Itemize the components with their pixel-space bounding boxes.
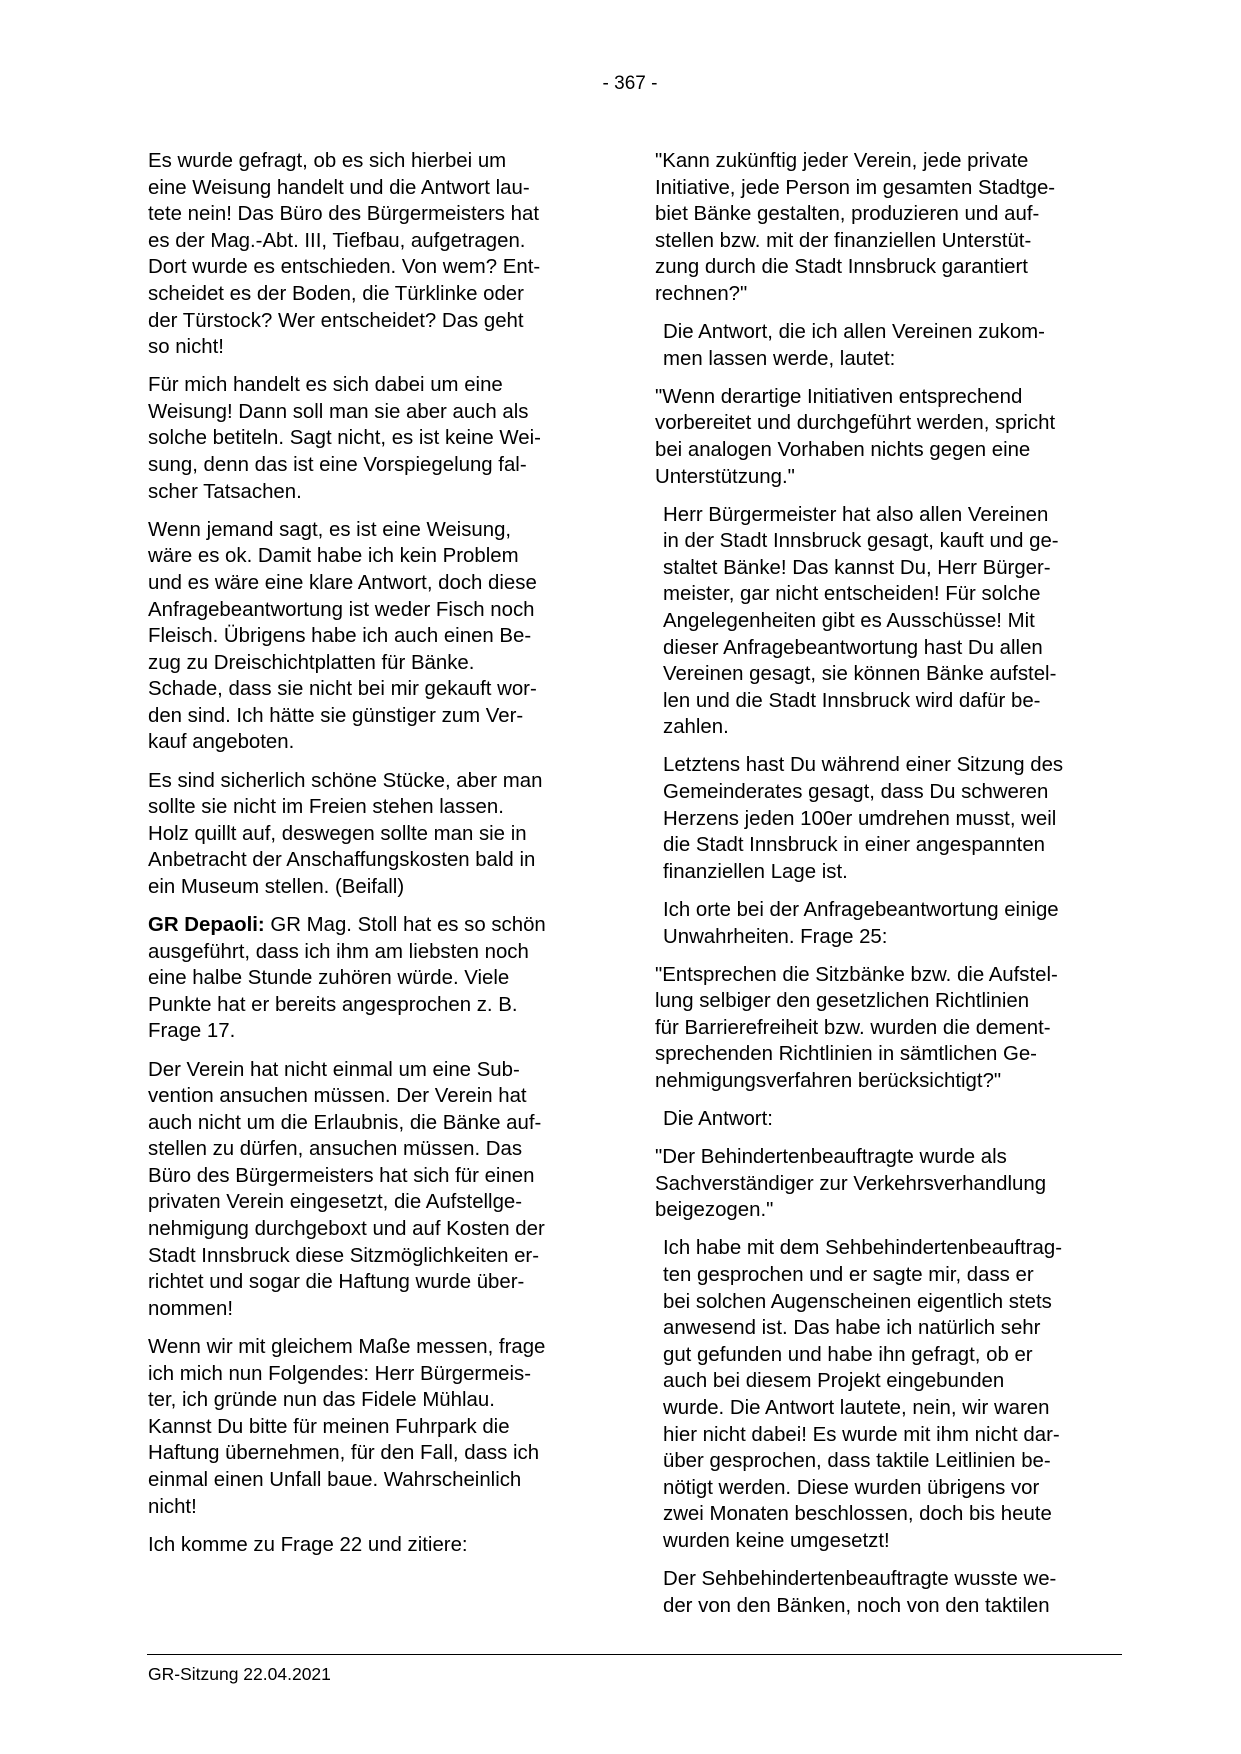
paragraph-line: Angelegenheiten gibt es Ausschüsse! Mit (663, 610, 1035, 632)
paragraph (663, 752, 1133, 885)
paragraph-line: Fleisch. Übrigens habe ich auch einen Be- (148, 625, 532, 648)
paragraph-line: Gemeinderates gesagt, dass Du schweren (663, 781, 1049, 804)
paragraph (148, 372, 603, 505)
paragraph-line: Unterstützung." (655, 465, 795, 488)
paragraph-line: scheidet es der Boden, die Türklinke oder (148, 282, 524, 305)
paragraph-line: nommen! (148, 1297, 233, 1320)
paragraph-line: Wenn jemand sagt, es ist eine Weisung, (148, 518, 512, 541)
paragraph-line: über gesprochen, dass taktile Leitlinien be- (663, 1450, 1051, 1473)
quoted-paragraph (655, 384, 1133, 490)
paragraph-line: Letztens hast Du während einer Sitzung des (663, 754, 1064, 777)
paragraph-line: die Stadt Innsbruck in einer angespannten (663, 834, 1046, 857)
paragraph-line: anwesend ist. Das habe ich natürlich sehr (663, 1317, 1041, 1340)
paragraph-line: nicht! (148, 1495, 197, 1518)
paragraph (663, 1566, 1133, 1619)
paragraph-line: nehmigung durchgeboxt und auf Kosten der (148, 1218, 545, 1241)
paragraph-line: richtet und sogar die Haftung wurde über- (148, 1271, 525, 1294)
paragraph (663, 897, 1133, 950)
paragraph-line: einmal einen Unfall baue. Wahrscheinlich (148, 1468, 522, 1491)
paragraph-line: ausgeführt, dass ich ihm am liebsten noch (148, 940, 529, 963)
paragraph-line: nehmigungsverfahren berücksichtigt?" (655, 1070, 1002, 1092)
paragraph-line: der von den Bänken, noch von den taktilen (663, 1594, 1050, 1617)
paragraph-line (148, 912, 603, 939)
paragraph (148, 1532, 603, 1559)
paragraph-line: Initiative, jede Person im gesamten Stadtge- (655, 176, 1056, 199)
paragraph (663, 1235, 1133, 1554)
paragraph-line: bei analogen Vorhaben nichts gegen eine (655, 438, 1031, 461)
paragraph-line: wurden keine umgesetzt! (663, 1530, 890, 1552)
paragraph (148, 517, 603, 756)
paragraph-line: meister, gar nicht entscheiden! Für solche (663, 583, 1041, 606)
left-column (148, 148, 603, 1570)
paragraph-line: Es wurde gefragt, ob es sich hierbei um (148, 150, 507, 172)
paragraph-line: es der Mag.-Abt. III, Tiefbau, aufgetragen. (148, 229, 526, 252)
paragraph-line: men lassen werde, lautet: (663, 347, 896, 370)
paragraph-line: ein Museum stellen. (Beifall) (148, 875, 405, 898)
paragraph-line: sprechenden Richtlinien in sämtlichen Ge- (655, 1043, 1037, 1066)
paragraph (663, 319, 1133, 372)
paragraph-line: beigezogen." (655, 1199, 774, 1222)
paragraph-line: Der Sehbehindertenbeauftragte wusste we- (663, 1568, 1057, 1591)
paragraph-line: Sachverständiger zur Verkehrsverhandlung (655, 1172, 1047, 1195)
paragraph-line: biet Bänke gestalten, produzieren und auf- (655, 203, 1040, 226)
paragraph-line: ter, ich gründe nun das Fidele Mühlau. (148, 1389, 495, 1412)
paragraph-line: wurde. Die Antwort lautete, nein, wir waren (663, 1397, 1050, 1420)
paragraph-line: Herzens jeden 100er umdrehen musst, weil (663, 807, 1057, 830)
paragraph-line: rechnen?" (655, 282, 748, 305)
paragraph-line: hier nicht dabei! Es wurde mit ihm nicht dar- (663, 1423, 1060, 1446)
paragraph-line: "Der Behindertenbeauftragte wurde als (655, 1146, 1007, 1169)
paragraph-line: der Türstock? Wer entscheidet? Das geht (148, 309, 524, 332)
quoted-paragraph (655, 148, 1133, 308)
paragraph-line: dieser Anfragebeantwortung hast Du allen (663, 636, 1043, 659)
paragraph-line: Holz quillt auf, deswegen sollte man sie in (148, 822, 527, 845)
paragraph-line: Die Antwort, die ich allen Vereinen zukom- (663, 321, 1045, 344)
paragraph-line: zwei Monaten beschlossen, doch bis heute (663, 1503, 1052, 1526)
paragraph-line: Dort wurde es entschieden. Von wem? Ent- (148, 256, 541, 279)
paragraph-line: stellen zu dürfen, ansuchen müssen. Das (148, 1138, 523, 1161)
quoted-paragraph (655, 1144, 1133, 1224)
paragraph-line: wäre es ok. Damit habe ich kein Problem (148, 545, 519, 568)
paragraph-line: vorbereitet und durchgeführt werden, spricht (655, 412, 1056, 435)
paragraph (663, 1106, 1133, 1133)
paragraph-line: Schade, dass sie nicht bei mir gekauft wor- (148, 678, 537, 701)
paragraph-line: kauf angeboten. (148, 731, 295, 754)
paragraph-line: ich mich nun Folgendes: Herr Bürgermeis- (148, 1362, 532, 1385)
paragraph-line-text: GR Mag. Stoll hat es so schön (264, 914, 546, 937)
paragraph-line: Ich orte bei der Anfragebeantwortung einige (663, 898, 1059, 921)
paragraph-line: Unwahrheiten. Frage 25: (663, 925, 888, 948)
paragraph-line: len und die Stadt Innsbruck wird dafür be- (663, 689, 1041, 712)
paragraph-line: Herr Bürgermeister hat also allen Vereinen (663, 503, 1049, 526)
paragraph-line: Wenn wir mit gleichem Maße messen, frage (148, 1335, 546, 1358)
paragraph-line: gut gefunden und habe ihn gefragt, ob er (663, 1343, 1033, 1366)
paragraph-line: nötigt werden. Diese wurden übrigens vor (663, 1476, 1040, 1499)
paragraph-line: Die Antwort: (663, 1108, 773, 1131)
speaker-name: GR Depaoli: (148, 914, 265, 937)
paragraph (148, 768, 603, 901)
paragraph-line: Vereinen gesagt, sie können Bänke aufstel- (663, 663, 1057, 686)
paragraph-line: zug zu Dreischichtplatten für Bänke. (148, 651, 475, 674)
paragraph-line: auch bei diesem Projekt eingebunden (663, 1370, 1005, 1393)
paragraph-line: Weisung! Dann soll man sie aber auch als (148, 400, 529, 423)
paragraph-line: eine halbe Stunde zuhören würde. Viele (148, 967, 510, 990)
paragraph-line: tete nein! Das Büro des Bürgermeisters hat (148, 203, 540, 226)
paragraph-line: den sind. Ich hätte sie günstiger zum Ver- (148, 704, 524, 727)
paragraph (148, 148, 603, 361)
paragraph-line: Der Verein hat nicht einmal um eine Sub- (148, 1058, 520, 1081)
paragraph (148, 1334, 603, 1520)
paragraph-line: und es wäre eine klare Antwort, doch diese (148, 571, 537, 594)
paragraph-line: bei solchen Augenscheinen eigentlich stets (663, 1290, 1052, 1313)
paragraph-line: zung durch die Stadt Innsbruck garantiert (655, 256, 1028, 279)
paragraph-line: sollte sie nicht im Freien stehen lassen. (148, 796, 504, 819)
paragraph-line: so nicht! (148, 336, 224, 359)
paragraph-line: solche betiteln. Sagt nicht, es ist keine Wei- (148, 427, 541, 450)
paragraph-line: Büro des Bürgermeisters hat sich für einen (148, 1164, 535, 1187)
paragraph-line: Anbetracht der Anschaffungskosten bald in (148, 849, 536, 872)
paragraph-line: zahlen. (663, 716, 729, 739)
paragraph-line: Für mich handelt es sich dabei um eine (148, 374, 503, 397)
paragraph-line: ten gesprochen und er sagte mir, dass er (663, 1264, 1034, 1287)
footer-divider (147, 1654, 1122, 1655)
right-column (655, 148, 1133, 1631)
paragraph-line: Ich komme zu Frage 22 und zitiere: (148, 1533, 468, 1556)
paragraph-line: Stadt Innsbruck diese Sitzmöglichkeiten er- (148, 1244, 540, 1267)
paragraph-line: eine Weisung handelt und die Antwort lau- (148, 176, 530, 199)
quoted-paragraph (655, 962, 1133, 1095)
paragraph-line: privaten Verein eingesetzt, die Aufstellge- (148, 1191, 523, 1214)
paragraph (148, 1057, 603, 1323)
paragraph-line: Ich habe mit dem Sehbehindertenbeauftrag- (663, 1237, 1063, 1260)
paragraph-line: in der Stadt Innsbruck gesagt, kauft und ge- (663, 530, 1059, 553)
footer-session-date: GR-Sitzung 22.04.2021 (148, 1664, 331, 1684)
paragraph-line: Punkte hat er bereits angesprochen z. B. (148, 993, 518, 1016)
paragraph-line: Kannst Du bitte für meinen Fuhrpark die (148, 1415, 510, 1438)
paragraph-line: "Entsprechen die Sitzbänke bzw. die Aufstel- (655, 963, 1058, 986)
paragraph-line: lung selbiger den gesetzlichen Richtlinien (655, 990, 1030, 1013)
paragraph-line: stellen bzw. mit der finanziellen Unterstüt- (655, 229, 1032, 252)
paragraph-line: Haftung übernehmen, für den Fall, dass ich (148, 1442, 540, 1465)
paragraph-line: staltet Bänke! Das kannst Du, Herr Bürger- (663, 556, 1051, 579)
paragraph-line: vention ansuchen müssen. Der Verein hat (148, 1085, 527, 1108)
paragraph-line: Frage 17. (148, 1020, 236, 1043)
paragraph-line: scher Tatsachen. (148, 480, 302, 503)
paragraph-line: für Barrierefreiheit bzw. wurden die dement- (655, 1016, 1051, 1039)
paragraph (663, 502, 1133, 741)
paragraph-line: auch nicht um die Erlaubnis, die Bänke auf- (148, 1111, 542, 1134)
page-number: - 367 - (602, 73, 658, 94)
paragraph (148, 912, 603, 1045)
paragraph-line: finanziellen Lage ist. (663, 860, 848, 883)
paragraph-line: Anfragebeantwortung ist weder Fisch noch (148, 598, 535, 621)
paragraph-line: sung, denn das ist eine Vorspiegelung fal- (148, 454, 527, 477)
paragraph-line: Es sind sicherlich schöne Stücke, aber man (148, 769, 543, 792)
paragraph-line: "Kann zukünftig jeder Verein, jede private (655, 150, 1029, 172)
paragraph-line: "Wenn derartige Initiativen entsprechend (655, 385, 1023, 408)
